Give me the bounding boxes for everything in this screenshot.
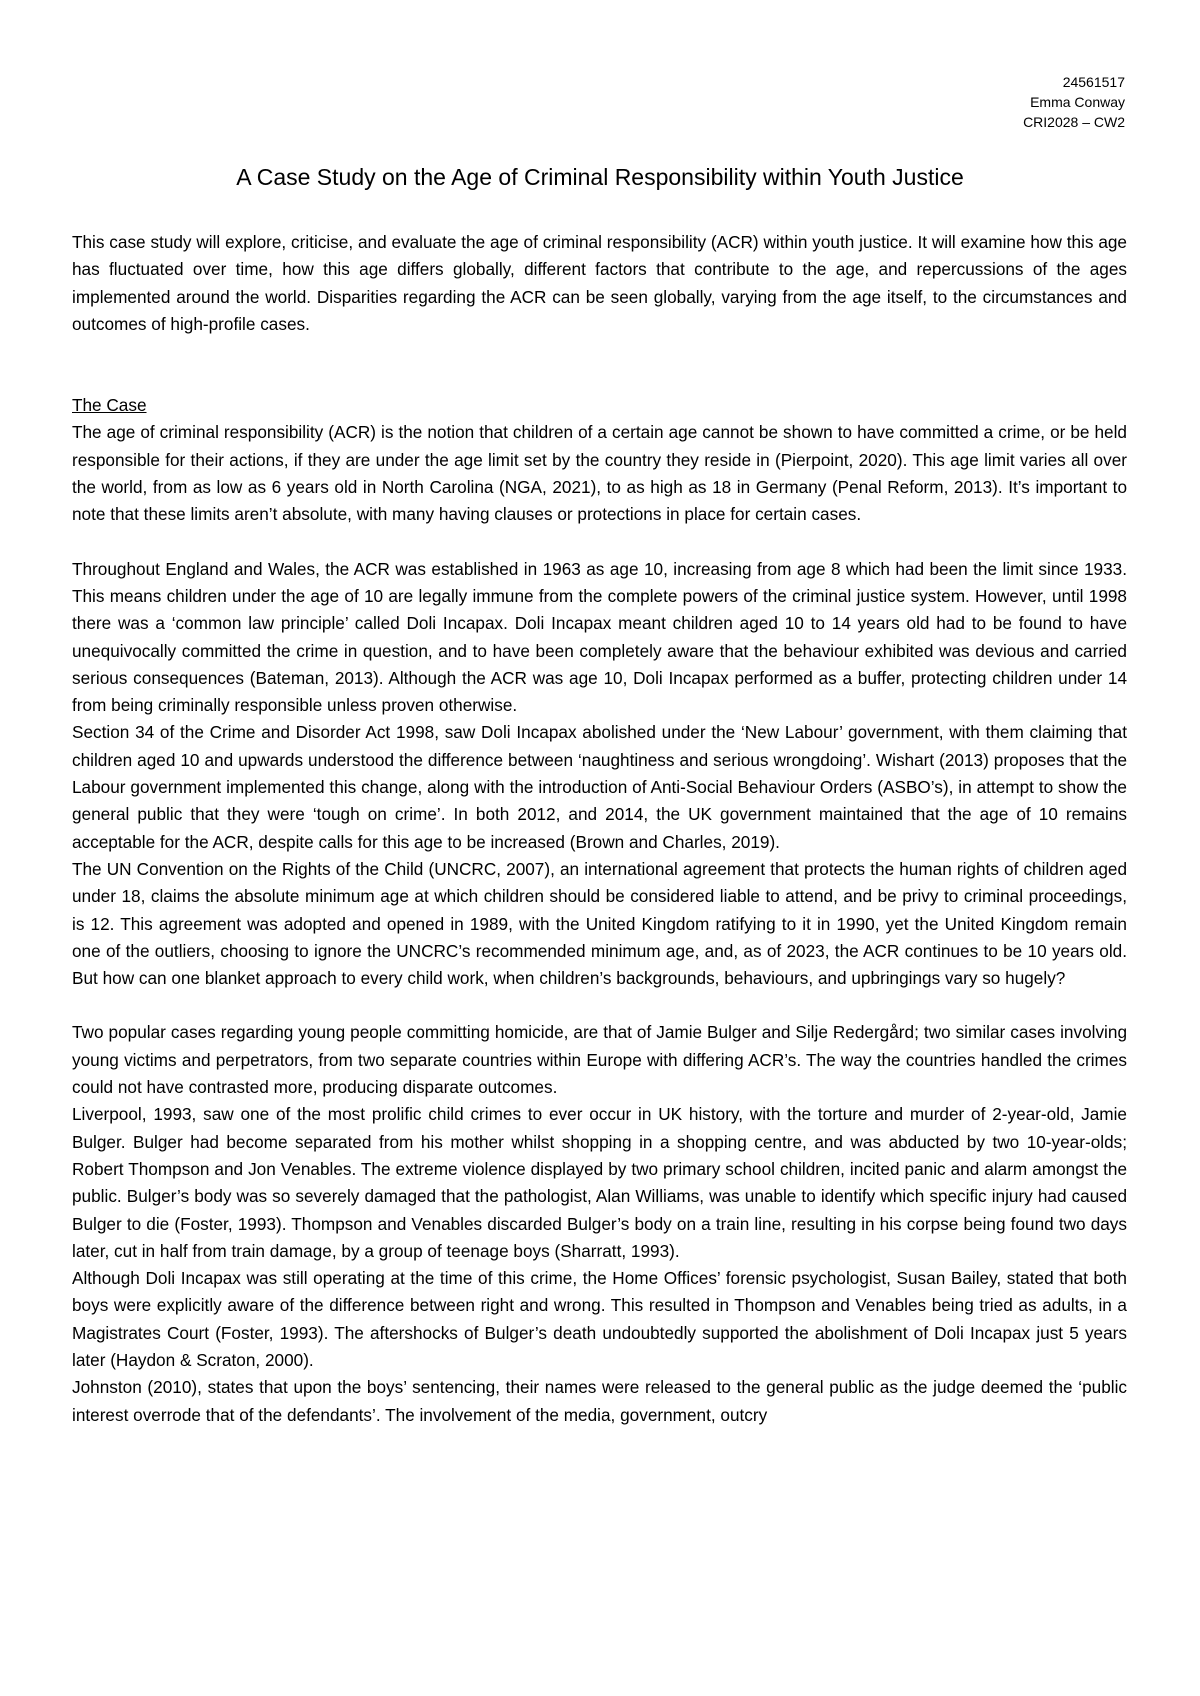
paragraph: Section 34 of the Crime and Disorder Act 1998, saw Doli Incapax abolished under the ‘New Labour’ government, with them claiming that children aged 10 and upwards understood the difference between ‘naughtiness and serious wrongdoing’. Wishart (2013) proposes that the Labour government implemented this change, along with the introduction of Anti-Social Behaviour Orders (ASBO’s), in attempt to show the general public that they were ‘tough on crime’. In both 2012, and 2014, the UK government maintained that the age of 10 remains acceptable for the ACR, despite calls for this age to be increased (Brown and Charles, 2019). [72, 722, 1127, 852]
paragraph: Two popular cases regarding young people committing homicide, are that of Jamie Bulger and Silje Redergård; two similar cases involving young victims and perpetrators, from two separate countries within Europe with differing ACR’s. The way the countries handled the crimes could not have contrasted more, producing disparate outcomes. [72, 1022, 1127, 1098]
student-id: 24561517 [1062, 74, 1125, 90]
paragraph: The UN Convention on the Rights of the Child (UNCRC, 2007), an international agreement that protects the human rights of children aged under 18, claims the absolute minimum age at which children should be considered liable to attend, and be privy to criminal proceedings, is 12. This agreement was adopted and opened in 1989, with the United Kingdom ratifying to it in 1990, yet the United Kingdom remain one of the outliers, choosing to ignore the UNCRC’s recommended minimum age, and, as of 2023, the ACR continues to be 10 years old. But how can one blanket approach to every child work, when children’s backgrounds, behaviours, and upbringings vary so hugely? [72, 858, 1127, 989]
paragraph: The age of criminal responsibility (ACR) is the notion that children of a certain age cannot be shown to have committed a crime, or be held responsible for their actions, if they are under the age limit set by the country they reside in (Pierpoint, 2020). This age limit varies all over the world, from as low as 6 years old in North Carolina (NGA, 2021), to as high as 18 in Germany (Penal Reform, 2013). It’s important to note that these limits aren’t absolute, with many having clauses or protections in place for certain cases. [72, 422, 1127, 525]
paragraph: Throughout England and Wales, the ACR was established in 1963 as age 10, increasing from age 8 which had been the limit since 1933. This means children under the age of 10 are legally immune from the complete powers of the criminal justice system. However, until 1998 there was a ‘common law principle’ called Doli Incapax. Doli Incapax meant children aged 10 to 14 years old had to be found to have unequivocally committed the crime in question, and to have been completely aware that the behaviour exhibited was devious and carried serious consequences (Bateman, 2013). Although the ACR was age 10, Doli Incapax performed as a buffer, protecting children under 14 from being criminally responsible unless proven otherwise. [72, 558, 1127, 716]
spacer [72, 529, 1127, 556]
module-code: CRI2028 – CW2 [1023, 114, 1125, 130]
section-heading: The Case [72, 395, 147, 416]
spacer [72, 992, 1127, 1019]
document-title: A Case Study on the Age of Criminal Responsibility within Youth Justice [236, 164, 964, 190]
header-block [1023, 72, 1125, 132]
paragraph: Liverpool, 1993, saw one of the most prolific child crimes to ever occur in UK history, with the torture and murder of 2-year-old, Jamie Bulger. Bulger had become separated from his mother whilst shopping in a shopping centre, and was abducted by two 10-year-olds; Robert Thompson and Jon Venables. The extreme violence displayed by two primary school children, incited panic and alarm amongst the public. Bulger’s body was so severely damaged that the pathologist, Alan Williams, was unable to identify which specific injury had caused Bulger to die (Foster, 1993). Thompson and Venables discarded Bulger’s body on a train line, resulting in his corpse being found two days later, cut in half from train damage, by a group of teenage boys (Sharratt, 1993). [72, 1104, 1127, 1261]
author-name: Emma Conway [1030, 94, 1125, 110]
paragraph: Although Doli Incapax was still operating at the time of this crime, the Home Offices’ forensic psychologist, Susan Bailey, stated that both boys were explicitly aware of the difference between right and wrong. This resulted in Thompson and Venables being tried as adults, in a Magistrates Court (Foster, 1993). The aftershocks of Bulger’s death undoubtedly supported the abolishment of Doli Incapax just 5 years later (Haydon & Scraton, 2000). [72, 1268, 1127, 1370]
document-body [72, 229, 1127, 1429]
spacer [72, 338, 1127, 392]
paragraph: Johnston (2010), states that upon the boys’ sentencing, their names were released to the general public as the judge deemed the ‘public interest overrode that of the defendants’. The involvement of the media, government, outcry [72, 1377, 1127, 1425]
intro-paragraph: This case study will explore, criticise, and evaluate the age of criminal responsibility (ACR) within youth justice. It will examine how this age has fluctuated over time, how this age differs globally, different factors that contribute to the age, and repercussions of the ages implemented around the world. Disparities regarding the ACR can be seen globally, varying from the age itself, to the circumstances and outcomes of high-profile cases. [72, 232, 1127, 334]
